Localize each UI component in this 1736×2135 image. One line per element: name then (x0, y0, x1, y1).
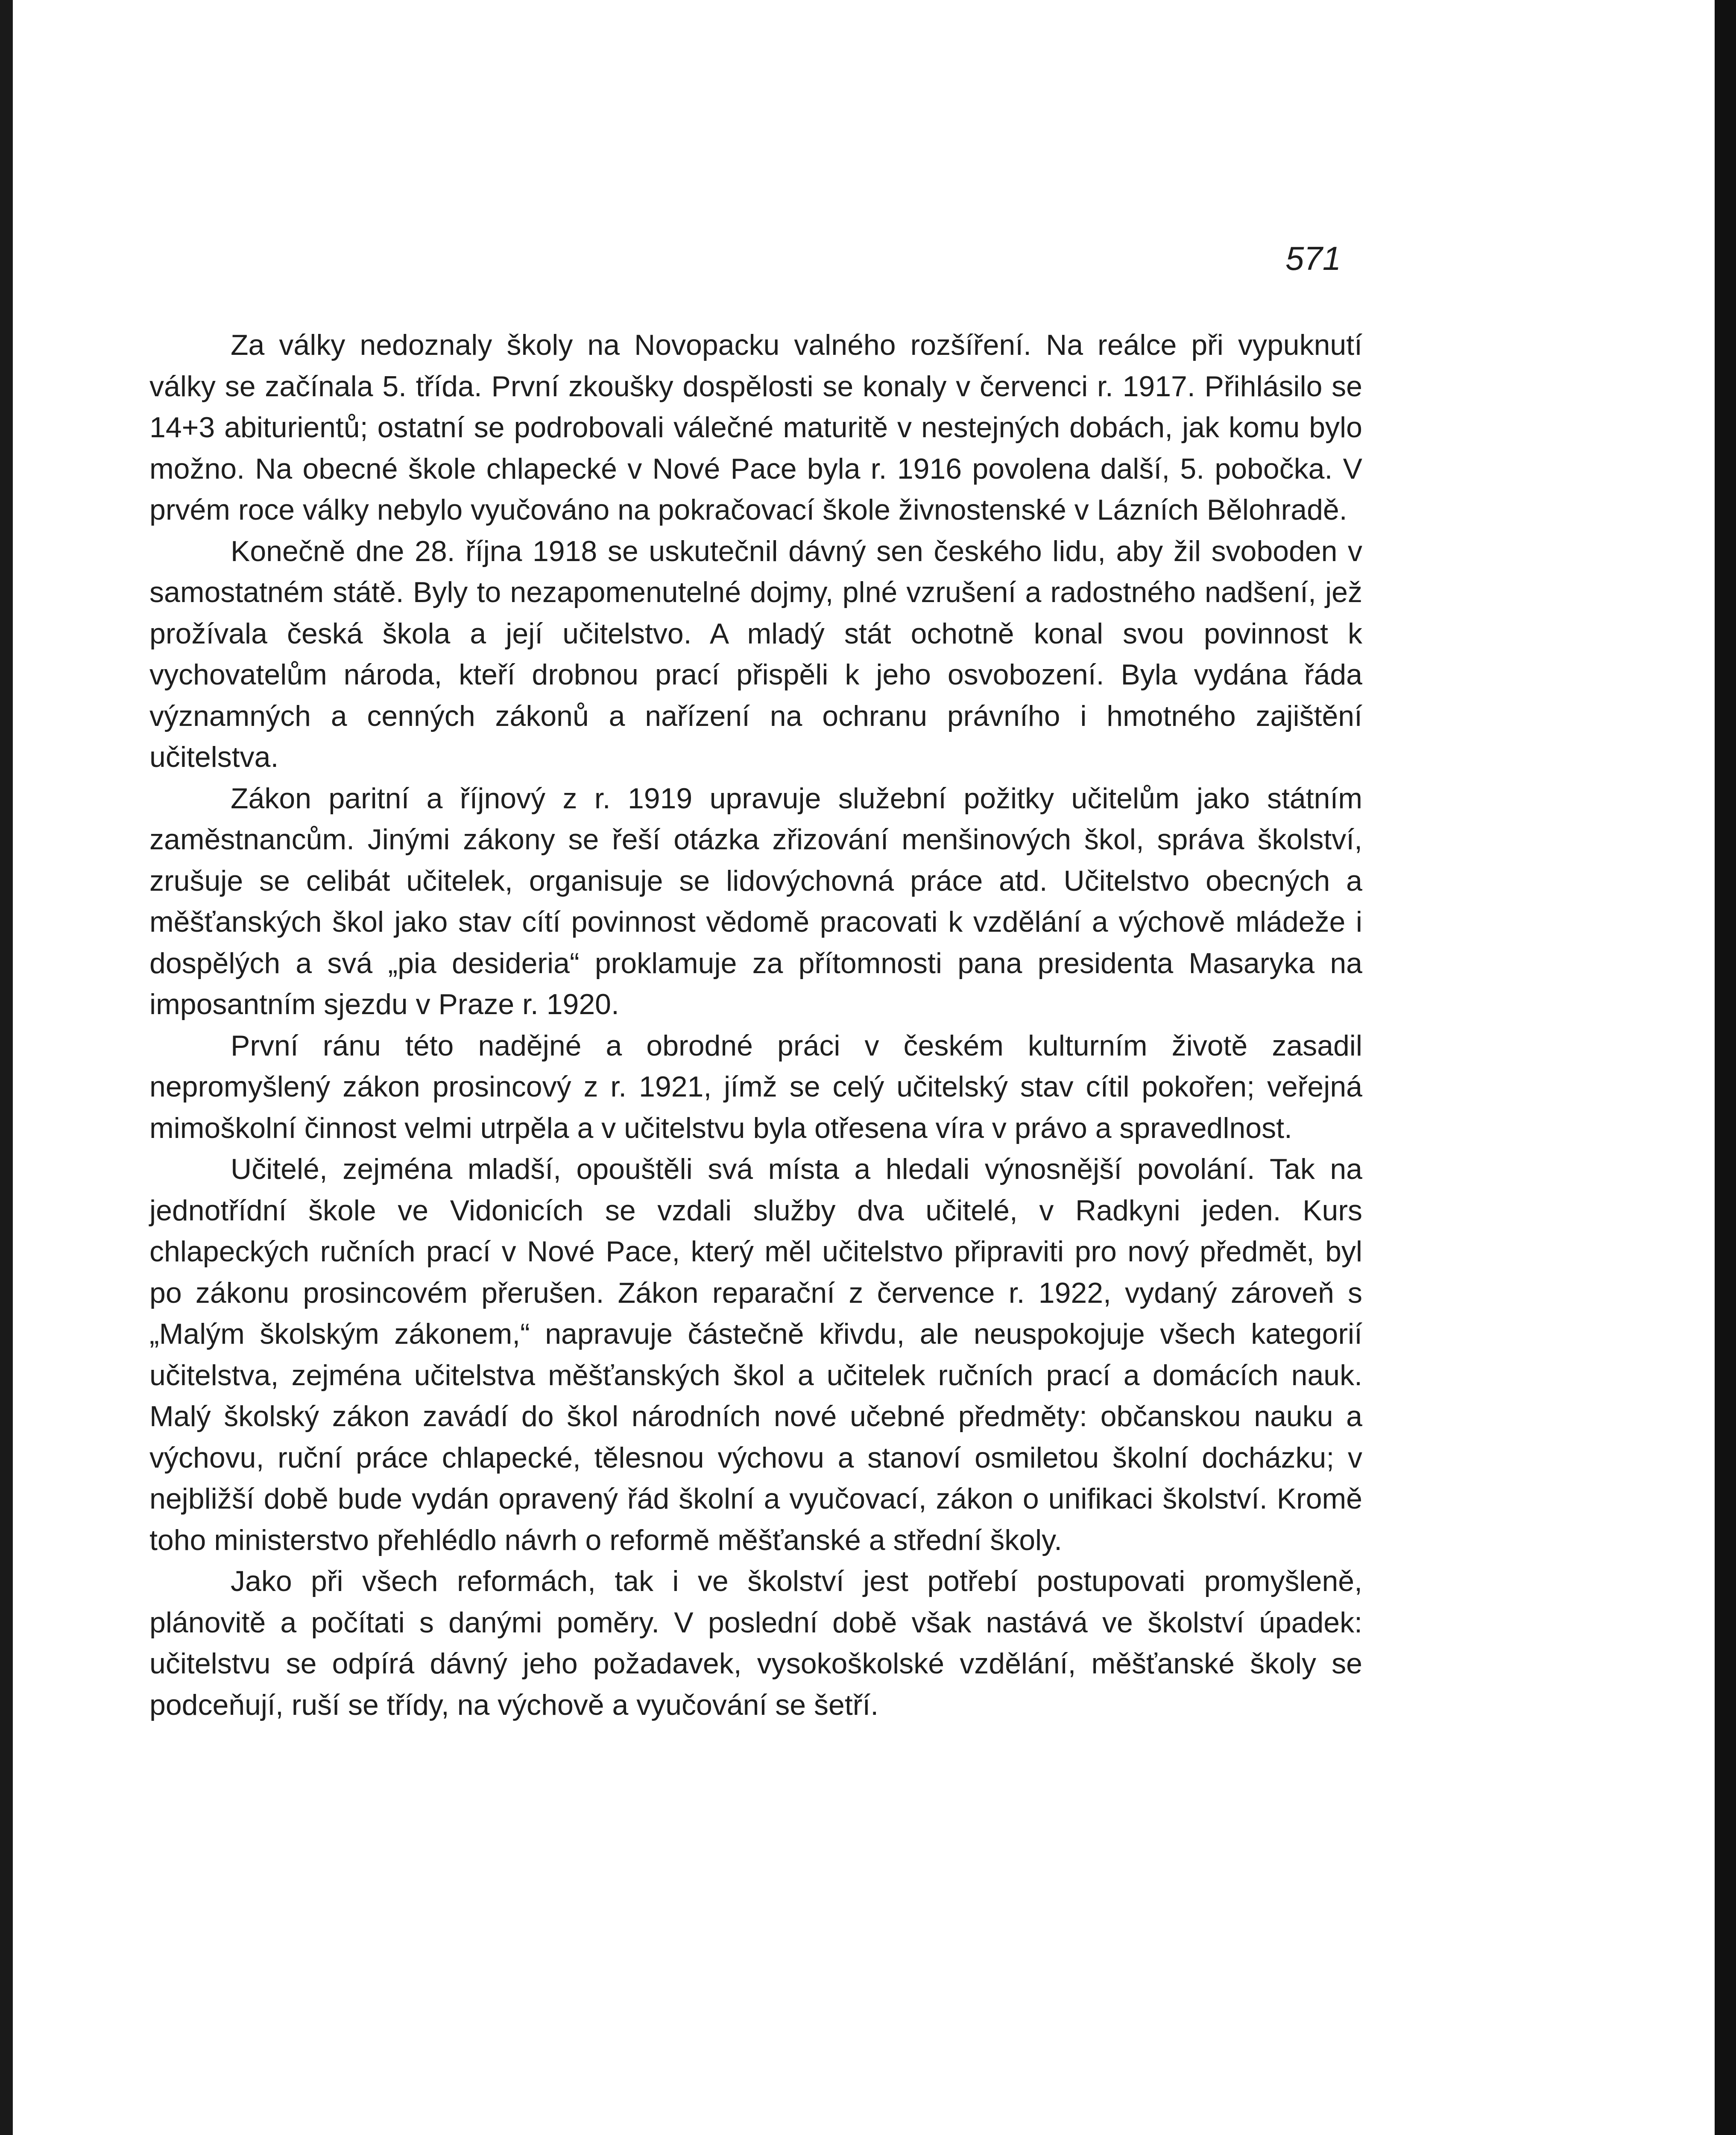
body-text (149, 325, 1362, 1726)
paragraph-war-schools: Za války nedoznaly školy na Novopacku valného rozšíření. Na reálce při vypuknutí války se začínala 5. třída. První zkoušky dospělosti se konaly v červenci r. 1917. Přihlásilo se 14+3 abiturientů; ostatní se podrobovali válečné maturitě v nestejných dobách, jak komu bylo možno. Na obecné škole chlapecké v Nové Pace byla r. 1916 povolena další, 5. pobočka. V prvém roce války nebylo vyučováno na pokračovací škole živnostenské v Lázních Bělohradě. (149, 329, 1362, 526)
scan-border-left (0, 0, 13, 2135)
page-number: 571 (1285, 240, 1341, 277)
paragraph-independence: Konečně dne 28. října 1918 se uskutečnil dávný sen českého lidu, aby žil svoboden v samostatném státě. Byly to nezapomenutelné dojmy, plné vzrušení a radostného nadšení, jež prožívala česká škola a její učitelstvo. A mladý stát ochotně konal svou povinnost k vychovatelům národa, kteří drobnou prací přispěli k jeho osvobození. Byla vydána řáda významných a cenných zákonů a nařízení na ochranu právního i hmotného zajištění učitelstva. (149, 535, 1362, 773)
paragraph-december-law: První ránu této nadějné a obrodné práci v českém kulturním životě zasadil nepromyšlený zákon prosincový z r. 1921, jímž se celý učitelský stav cítil pokořen; veřejná mimoškolní činnost velmi utrpěla a v učitelstvu byla otřesena víra v právo a spravedlnost. (149, 1029, 1362, 1144)
paragraph-reforms: Jako při všech reformách, tak i ve školství jest potřebí postupovati promyšleně, plánovitě a počítati s danými poměry. V poslední době však nastává ve školství úpadek: učitelstvu se odpírá dávný jeho požadavek, vysokoškolské vzdělání, měšťanské školy se podceňují, ruší se třídy, na výchově a vyučování se šetří. (149, 1565, 1362, 1721)
paragraph-teachers-leaving: Učitelé, zejména mladší, opouštěli svá místa a hledali výnosnější povolání. Tak na jednotřídní škole ve Vidonicích se vzdali služby dva učitelé, v Radkyni jeden. Kurs chlapeckých ručních prací v Nové Pace, který měl učitelstvo připraviti pro nový předmět, byl po zákonu prosincovém přerušen. Zákon reparační z července r. 1922, vydaný zároveň s „Malým školským zákonem,“ napravuje částečně křivdu, ale neuspokojuje všech kategorií učitelstva, zejména učitelstva měšťanských škol a učitelek ručních prací a domácích nauk. Malý školský zákon zavádí do škol národních nové učebné předměty: občanskou nauku a výchovu, ruční práce chlapecké, tělesnou výchovu a stanoví osmiletou školní docházku; v nejbližší době bude vydán opravený řád školní a vyučovací, zákon o unifikaci školství. Kromě toho ministerstvo přehlédlo návrh o reformě měšťanské a střední školy. (149, 1153, 1362, 1556)
scan-border-right (1715, 0, 1736, 2135)
paragraph-parity-law: Zákon paritní a říjnový z r. 1919 upravuje služební požitky učitelům jako státním zaměstnancům. Jinými zákony se řeší otázka zřizování menšinových škol, správa školství, zrušuje se celibát učitelek, organisuje se lidovýchovná práce atd. Učitelstvo obecných a měšťanských škol jako stav cítí povinnost vědomě pracovati k vzdělání a výchově mládeže i dospělých a svá „pia desideria“ proklamuje za přítomnosti pana presidenta Masaryka na imposantním sjezdu v Praze r. 1920. (149, 782, 1362, 1021)
